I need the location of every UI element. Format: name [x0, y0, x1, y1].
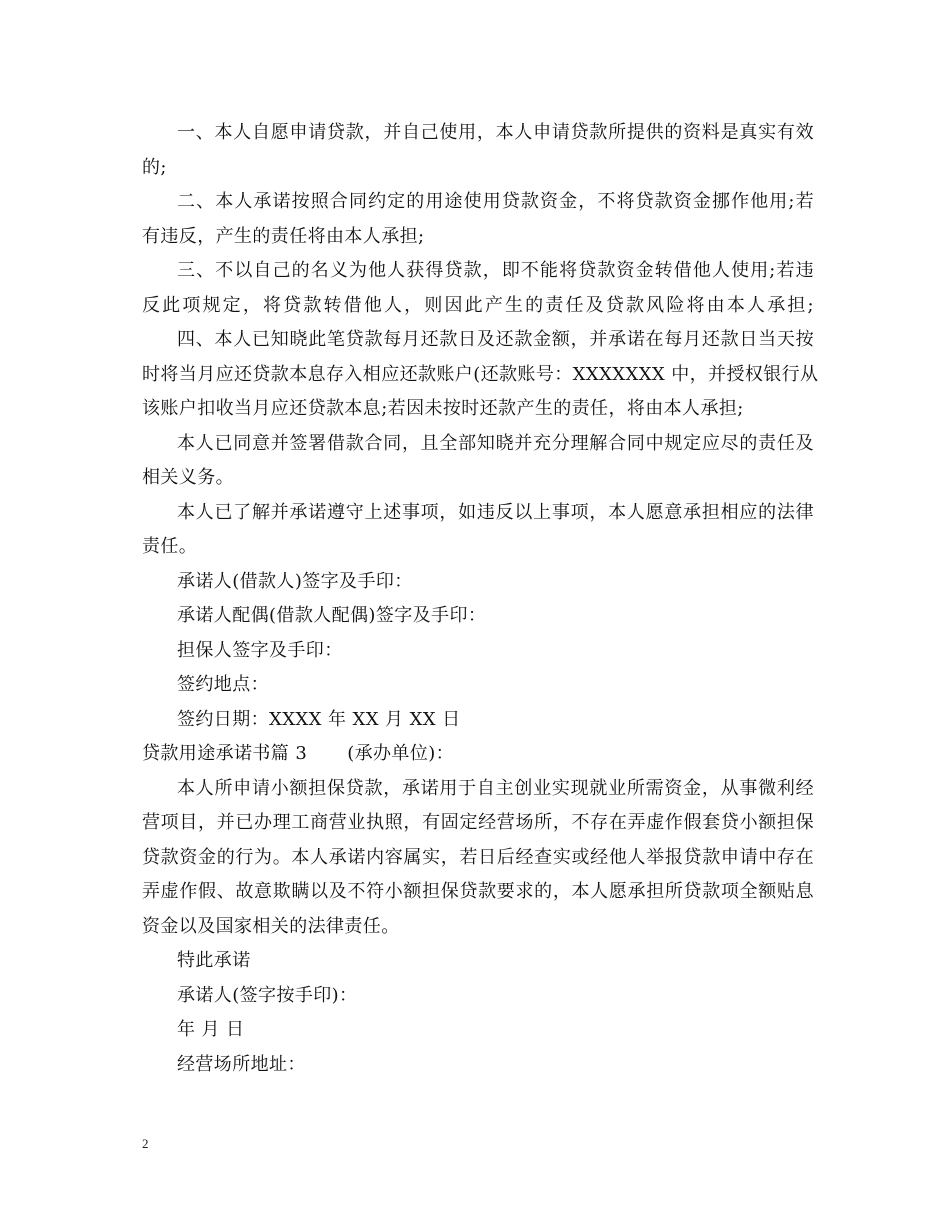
clause-4-line-2: 时将当月应还贷款本息存入相应还款账户(还款账号：XXXXXXX 中，并授权银行从 [142, 363, 819, 385]
clause-2-line-2: 有违反，产生的责任将由本人承担; [142, 225, 425, 247]
section-title: 贷款用途承诺书篇 3 [142, 743, 308, 764]
commitment-line-1: 本人所申请小额担保贷款，承诺用于自主创业实现就业所需资金，从事微利经 [177, 777, 814, 799]
borrower-signature-line: 承诺人(借款人)签字及手印： [177, 570, 413, 592]
section-heading [142, 737, 814, 772]
commitment-line-4: 弄虚作假、故意欺瞒以及不符小额担保贷款要求的，本人愿承担所贷款项全额贴息 [142, 881, 814, 902]
liability-line-1: 本人已了解并承诺遵守上述事项，如违反以上事项，本人愿意承担相应的法律 [177, 501, 814, 523]
spouse-signature-line: 承诺人配偶(借款人配偶)签字及手印： [177, 605, 487, 626]
signing-place-line: 签约地点： [177, 674, 269, 695]
clause-3-line-2: 反此项规定，将贷款转借他人，则因此产生的责任及贷款风险将由本人承担; [142, 294, 814, 316]
clause-1-line-2: 的; [142, 156, 167, 178]
liability-line-2: 责任。 [142, 536, 198, 557]
signing-date-line: 签约日期：XXXX 年 XX 月 XX 日 [177, 708, 461, 730]
clause-2-line-1: 二、本人承诺按照合同约定的用途使用贷款资金，不将贷款资金挪作他用;若 [177, 191, 814, 212]
commitment-line-3: 贷款资金的行为。本人承诺内容属实，若日后经查实或经他人举报贷款申请中存在 [142, 846, 814, 868]
guarantor-signature-line: 担保人签字及手印： [177, 639, 343, 661]
clause-4-line-1: 四、本人已知晓此笔贷款每月还款日及还款金额，并承诺在每月还款日当天按 [177, 329, 814, 350]
hereby-commit-line: 特此承诺 [177, 950, 251, 971]
business-address-line: 经营场所地址： [177, 1053, 306, 1075]
commitment-line-2: 营项目，并已办理工商营业执照，有固定经营场所，不存在弄虚作假套贷小额担保 [142, 812, 814, 833]
document-body [142, 116, 819, 1082]
recipient-label: (承办单位)： [347, 743, 455, 764]
clause-3-line-1: 三、不以自己的名义为他人获得贷款，即不能将贷款资金转借他人使用;若违 [177, 260, 814, 281]
agreement-line-1: 本人已同意并签署借款合同，且全部知晓并充分理解合同中规定应尽的责任及 [177, 432, 814, 454]
commitment-line-5: 资金以及国家相关的法律责任。 [142, 915, 400, 937]
clause-1-line-1: 一、本人自愿申请贷款，并自己使用，本人申请贷款所提供的资料是真实有效 [177, 122, 814, 143]
agreement-line-2: 相关义务。 [142, 467, 234, 488]
date-line: 年 月 日 [177, 1019, 245, 1040]
commitment-signature-line: 承诺人(签字按手印)： [177, 984, 358, 1006]
clause-4-line-3: 该账户扣收当月应还贷款本息;若因未按时还款产生的责任，将由本人承担; [142, 398, 744, 419]
page-number: 2 [142, 1136, 149, 1151]
